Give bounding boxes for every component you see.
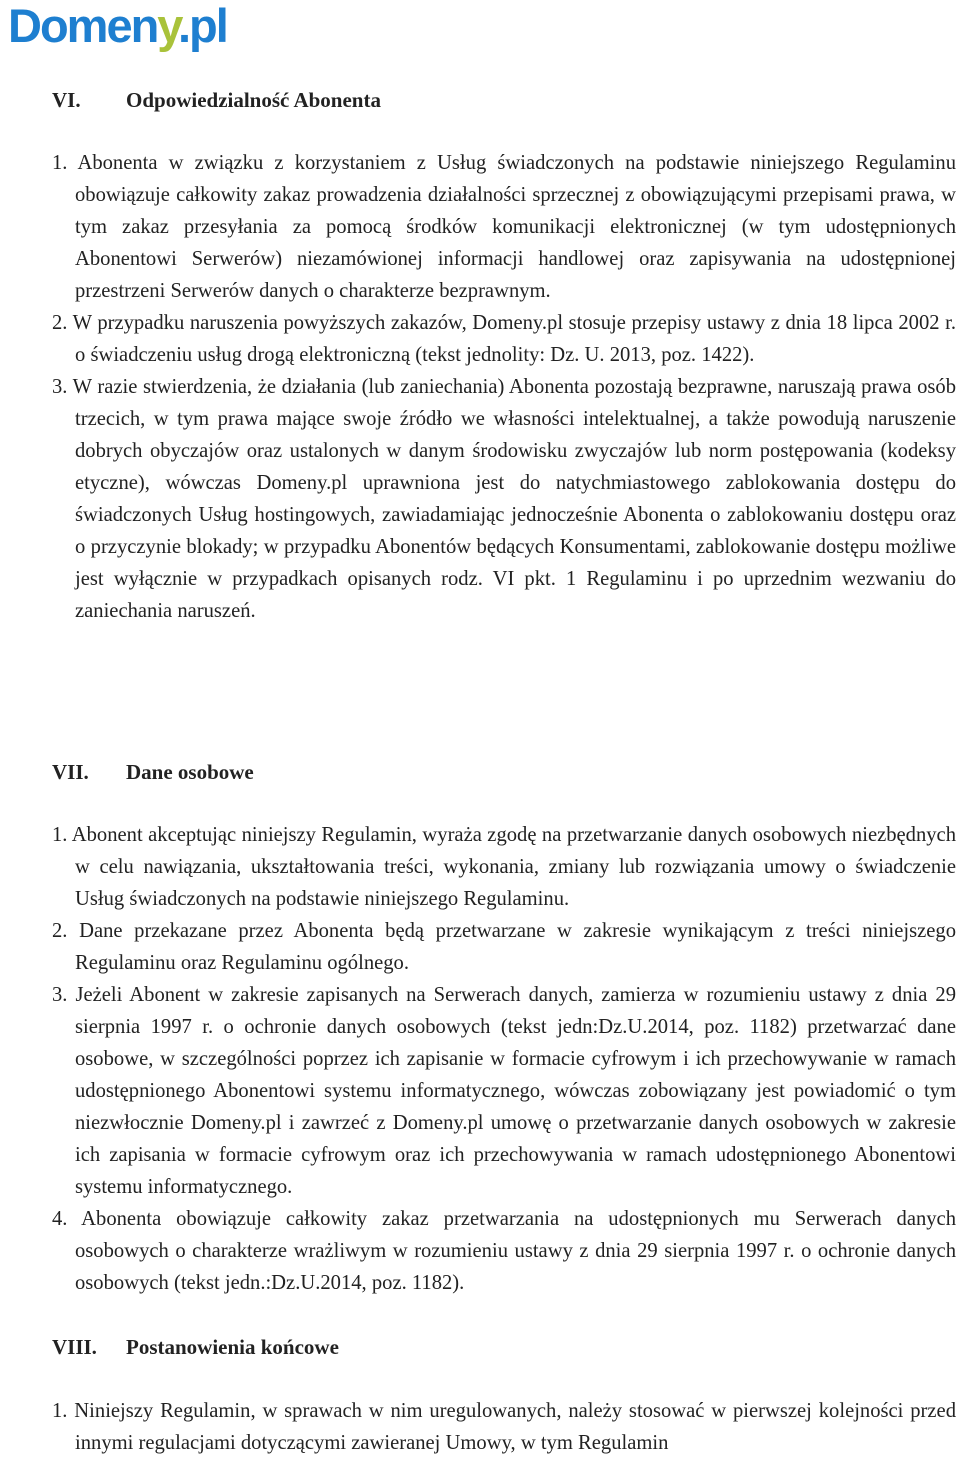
logo-text-accent: y: [157, 0, 178, 52]
list-item: 1. Abonenta w związku z korzystaniem z Usług świadczonych na podstawie niniejszego Regulaminu obowiązuje całkowity zakaz prowadzenia działalności sprzecznej z obowiązującymi przepisami prawa, w tym zakaz przesyłania za pomocą środków komunikacji elektronicznej (w tym udostępnionych Abonentowi Serwerów) niezamówionej informacji handlowej oraz zapisywania na udostępnionej przestrzeni Serwerów danych o charakterze bezprawnym.: [52, 152, 956, 302]
list-item: 1. Abonent akceptując niniejszy Regulamin, wyraża zgodę na przetwarzanie danych osobowych niezbędnych w celu nawiązania, ukształtowania treści, wykonania, zmiany lub rozwiązania umowy o świadczenie Usług świadczonych na podstawie niniejszego Regulaminu.: [52, 824, 956, 910]
section-body-viii: [52, 1395, 956, 1459]
list-item: 1. Niniejszy Regulamin, w sprawach w nim uregulowanych, należy stosować w pierwszej kolejności przed innymi regulacjami dotyczącymi zawieranej Umowy, w tym Regulamin: [52, 1400, 956, 1454]
section-number: VII.: [52, 760, 89, 784]
list-item: 4. Abonenta obowiązuje całkowity zakaz przetwarzania na udostępnionych mu Serwerach danych osobowych o charakterze wrażliwym w rozumieniu ustawy z dnia 29 sierpnia 1997 r. o ochronie danych osobowych (tekst jedn.:Dz.U.2014, poz. 1182).: [52, 1208, 956, 1294]
section-heading-vii: [52, 758, 254, 786]
section-title: Odpowiedzialność Abonenta: [126, 88, 381, 112]
logo-text-main: Domen: [8, 0, 158, 52]
section-title: Dane osobowe: [126, 760, 254, 784]
section-heading-viii: [52, 1333, 339, 1361]
section-heading-vi: [52, 86, 381, 114]
list-item: 2. W przypadku naruszenia powyższych zakazów, Domeny.pl stosuje przepisy ustawy z dnia 18 lipca 2002 r. o świadczeniu usług drogą elektroniczną (tekst jednolity: Dz. U. 2013, poz. 1422).: [52, 312, 956, 366]
section-number: VI.: [52, 88, 81, 112]
list-item: 3. Jeżeli Abonent w zakresie zapisanych na Serwerach danych, zamierza w rozumieniu ustawy z dnia 29 sierpnia 1997 r. o ochronie danych osobowych (tekst jedn:Dz.U.2014, poz. 1182) przetwarzać dane osobowe, w szczególności poprzez ich zapisanie w formacie cyfrowym i ich przechowywanie w ramach udostępnionego Abonentowi systemu informatycznego, wówczas zobowiązany jest powiadomić o tym niezwłocznie Domeny.pl i zawrzeć z Domeny.pl umowę o przetwarzanie danych osobowych w zakresie ich zapisania w formacie cyfrowym oraz ich przechowywania w ramach udostępnionego Abonentowi systemu informatycznego.: [52, 984, 956, 1198]
logo-text-tld: .pl: [177, 0, 227, 52]
section-number: VIII.: [52, 1335, 97, 1359]
list-item: 2. Dane przekazane przez Abonenta będą przetwarzane w zakresie wynikającym z treści niniejszego Regulaminu oraz Regulaminu ogólnego.: [52, 920, 956, 974]
domeny-logo: [8, 0, 227, 52]
section-body-vii: [52, 819, 956, 1299]
section-body-vi: [52, 147, 956, 627]
list-item: 3. W razie stwierdzenia, że działania (lub zaniechania) Abonenta pozostają bezprawne, naruszają prawa osób trzecich, w tym prawa mające swoje źródło we własności intelektualnej, a także powodują naruszenie dobrych obyczajów oraz ustalonych w danym środowisku zwyczajów lub norm postępowania (kodeksy etyczne), wówczas Domeny.pl uprawniona jest do natychmiastowego zablokowania dostępu do świadczonych Usług hostingowych, zawiadamiając jednocześnie Abonenta o zablokowaniu dostępu oraz o przyczynie blokady; w przypadku Abonentów będących Konsumentami, zablokowanie dostępu możliwe jest wyłącznie w przypadkach opisanych rodz. VI pkt. 1 Regulaminu i po uprzednim wezwaniu do zaniechania naruszeń.: [52, 376, 956, 622]
section-title: Postanowienia końcowe: [126, 1335, 339, 1359]
